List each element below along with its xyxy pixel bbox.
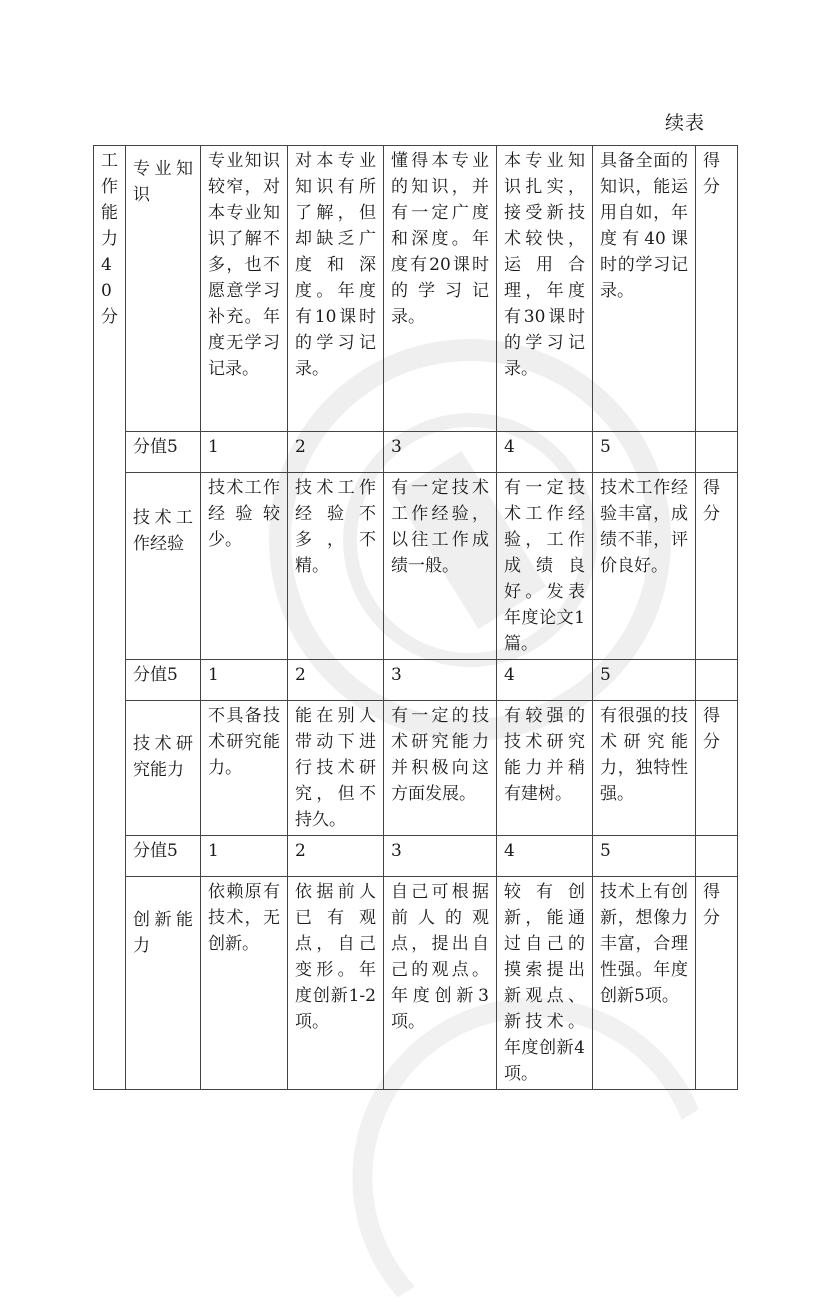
score-label: 得分 bbox=[696, 473, 738, 660]
value-cell: 2 bbox=[288, 836, 384, 877]
value-label: 分值5 bbox=[126, 432, 201, 473]
value-cell: 5 bbox=[593, 660, 696, 701]
level-3-desc: 有一定的技术研究能力并积极向这方面发展。 bbox=[384, 701, 497, 836]
value-cell: 1 bbox=[201, 432, 288, 473]
level-5-desc: 有很强的技术研究能力，独特性强。 bbox=[593, 701, 696, 836]
value-cell: 3 bbox=[384, 836, 497, 877]
level-1-desc: 不具备技术研究能力。 bbox=[201, 701, 288, 836]
score-label: 得分 bbox=[696, 701, 738, 836]
item-name: 技术研究能力 bbox=[126, 701, 201, 836]
level-2-desc: 技术工作经验不多，不精。 bbox=[288, 473, 384, 660]
score-input-cell[interactable] bbox=[696, 836, 738, 877]
category-cell bbox=[94, 146, 126, 1090]
table-row-professional-knowledge bbox=[94, 146, 738, 432]
value-cell: 1 bbox=[201, 660, 288, 701]
value-cell: 4 bbox=[497, 836, 593, 877]
value-cell: 1 bbox=[201, 836, 288, 877]
continued-table-label: 续表 bbox=[665, 112, 706, 134]
level-1-desc: 依赖原有技术，无创新。 bbox=[201, 877, 288, 1090]
value-cell: 4 bbox=[497, 660, 593, 701]
table-row-values bbox=[94, 432, 738, 473]
value-cell: 5 bbox=[593, 836, 696, 877]
value-cell: 3 bbox=[384, 432, 497, 473]
level-2-desc: 依据前人已有观点，自己变形。年度创新1-2项。 bbox=[288, 877, 384, 1090]
table-row-values bbox=[94, 836, 738, 877]
table-row-values bbox=[94, 660, 738, 701]
level-2-desc: 能在别人带动下进行技术研究，但不持久。 bbox=[288, 701, 384, 836]
score-label: 得分 bbox=[696, 877, 738, 1090]
table-row-research-ability bbox=[94, 701, 738, 836]
level-3-desc: 懂得本专业的知识，并有一定广度和深度。年度有20课时的学习记录。 bbox=[384, 146, 497, 432]
score-label: 得分 bbox=[696, 146, 738, 432]
evaluation-table bbox=[93, 145, 738, 1090]
level-3-desc: 自己可根据前人的观点，提出自己的观点。年度创新3项。 bbox=[384, 877, 497, 1090]
value-label: 分值5 bbox=[126, 660, 201, 701]
item-name: 创新能力 bbox=[126, 877, 201, 1090]
level-5-desc: 技术上有创新，想像力丰富，合理性强。年度创新5项。 bbox=[593, 877, 696, 1090]
level-4-desc: 较有创新，能通过自己的摸索提出新观点、新技术。年度创新4项。 bbox=[497, 877, 593, 1090]
level-5-desc: 技术工作经验丰富，成绩不菲，评价良好。 bbox=[593, 473, 696, 660]
level-4-desc: 本专业知识扎实，接受新技术较快，运用合理，年度有30课时的学习记录。 bbox=[497, 146, 593, 432]
level-1-desc: 专业知识较窄，对本专业知识了解不多，也不愿意学习补充。年度无学习记录。 bbox=[201, 146, 288, 432]
score-input-cell[interactable] bbox=[696, 660, 738, 701]
level-4-desc: 有较强的技术研究能力并稍有建树。 bbox=[497, 701, 593, 836]
level-3-desc: 有一定技术工作经验，以往工作成绩一般。 bbox=[384, 473, 497, 660]
category-label: 工作能力40分 bbox=[101, 151, 118, 327]
value-label: 分值5 bbox=[126, 836, 201, 877]
value-cell: 2 bbox=[288, 432, 384, 473]
item-name: 专业知识 bbox=[126, 146, 201, 432]
value-cell: 4 bbox=[497, 432, 593, 473]
table-row-technical-experience bbox=[94, 473, 738, 660]
item-name: 技术工作经验 bbox=[126, 473, 201, 660]
value-cell: 5 bbox=[593, 432, 696, 473]
score-input-cell[interactable] bbox=[696, 432, 738, 473]
level-2-desc: 对本专业知识有所了解，但却缺乏广度和深度。年度有10课时的学习记录。 bbox=[288, 146, 384, 432]
level-1-desc: 技术工作经验较少。 bbox=[201, 473, 288, 660]
level-5-desc: 具备全面的知识，能运用自如，年度有40课时的学习记录。 bbox=[593, 146, 696, 432]
value-cell: 2 bbox=[288, 660, 384, 701]
table-row-innovation bbox=[94, 877, 738, 1090]
value-cell: 3 bbox=[384, 660, 497, 701]
level-4-desc: 有一定技术工作经验，工作成绩良好。发表年度论文1篇。 bbox=[497, 473, 593, 660]
